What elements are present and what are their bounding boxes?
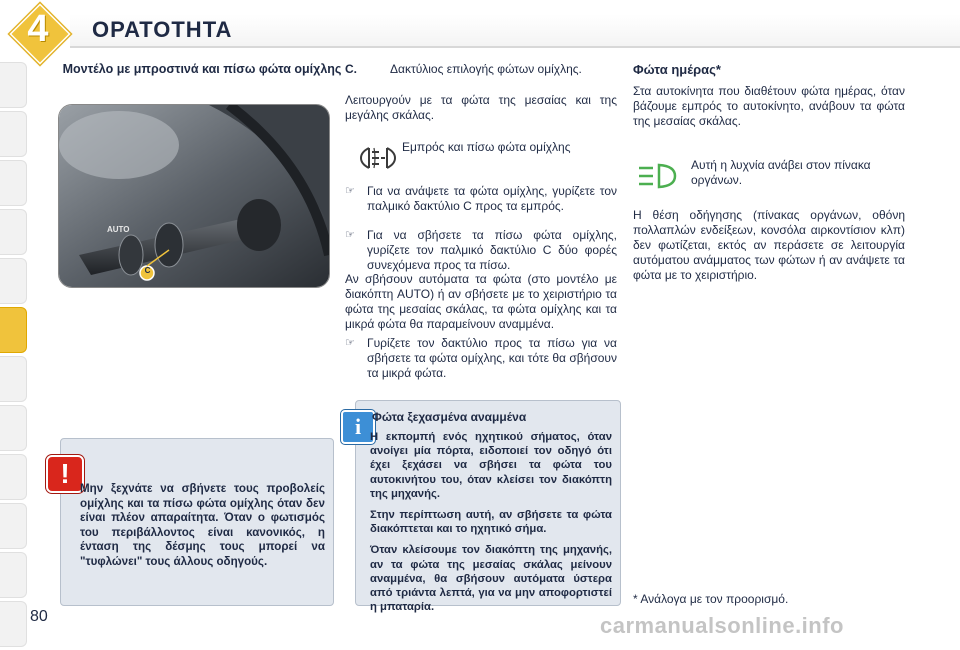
fog-lights-label: Εμπρός και πίσω φώτα ομίχλης	[402, 140, 571, 154]
chapter-tab[interactable]	[0, 405, 27, 451]
chapter-tabs	[0, 62, 28, 650]
pointing-hand-icon: ☞	[345, 337, 355, 349]
chapter-tab[interactable]	[0, 552, 27, 598]
warning-text: Μην ξεχνάτε να σβήνετε τους προβολείς ομίχλης και τα πίσω φώτα ομίχλης όταν δεν είναι πλέον απαραίτητα. Όταν ο φωτισμός του περιβάλλοντος είναι κανονικός, η ένταση της δέσμης τους μπορεί να "τυφλώνει" τους άλλους οδηγούς.	[80, 482, 325, 568]
chapter-tab[interactable]	[0, 62, 27, 108]
chapter-tab-active[interactable]	[0, 307, 27, 353]
info-text	[370, 430, 612, 621]
watermark: carmanualsonline.info	[600, 613, 844, 638]
front-rear-fog-lights-icon	[355, 142, 397, 174]
chapter-tab[interactable]	[0, 454, 27, 500]
chapter-number: 4	[27, 8, 49, 50]
info-icon: i	[341, 410, 375, 444]
section-title-fog-lights: Μοντέλο με μπροστινά και πίσω φώτα ομίχλης	[62, 62, 342, 76]
daytime-running-light-icon	[635, 160, 679, 192]
info-paragraph: Στην περίπτωση αυτή, αν σβήσετε τα φώτα διακόπτεται και το ηχητικό σήμα.	[370, 509, 612, 536]
chapter-tab[interactable]	[0, 209, 27, 255]
chapter-title: ΟΡΑΤΟΤΗΤΑ	[92, 17, 233, 42]
daytime-lights-title: Φώτα ημέρας*	[633, 62, 721, 77]
info-paragraph: Όταν κλείσουμε τον διακόπτη της μηχανής, αν τα φώτα της μεσαίας σκάλας μείνουν αναμμένα, θα σβήσουν αυτόματα ύστερα από τριάντα λεπτά, για να μην αποφορτιστεί η μπαταρία.	[370, 544, 612, 614]
chapter-tab[interactable]	[0, 111, 27, 157]
info-paragraph: Η εκπομπή ενός ηχητικού σήματος, όταν ανοίγει μία πόρτα, ειδοποιεί τον οδηγό ότι έχει ξεχάσει να σβήσει τα φώτα του αυτοκινήτου του, όταν κλείσει τον διακόπτη της μηχανής.	[370, 431, 612, 500]
callout-letter: C	[144, 266, 151, 275]
info-title: Φώτα ξεχασμένα αναμμένα	[372, 410, 527, 424]
instruction-text: Για να σβήσετε τα πίσω φώτα ομίχλης, γυρίζετε τον παλμικό δακτύλιο C δύο φορές συνεχόμενα προς τα πίσω.	[367, 228, 617, 272]
daytime-lights-indicator-label: Αυτή η λυχνία ανάβει στον πίνακα οργάνων.	[691, 158, 871, 187]
list-item	[345, 336, 617, 381]
chapter-tab[interactable]	[0, 503, 27, 549]
chapter-tab[interactable]	[0, 356, 27, 402]
operation-paragraph: Λειτουργούν με τα φώτα της μεσαίας και της μεγάλης σκάλας.	[345, 93, 617, 122]
chapter-tab[interactable]	[0, 601, 27, 647]
footnote: * Ανάλογα με τον προορισμό.	[633, 592, 789, 606]
chapter-tab[interactable]	[0, 258, 27, 304]
page-number: 80	[30, 608, 48, 625]
callout-c-label: C.	[345, 62, 357, 76]
instruction-text: Γυρίζετε τον δακτύλιο προς τα πίσω για να σβήσετε τα φώτα ομίχλης, και τότε θα σβήσουν τα μικρά φώτα.	[367, 336, 617, 380]
auto-off-paragraph: Αν σβήσουν αυτόματα τα φώτα (στο μοντέλο με διακόπτη AUTO) ή αν σβήσετε με το χειριστήριο τα φώτα της μεσαίας σκάλας, τα φώτα ομίχλης και τα μικρά φώτα θα παραμείνουν αναμμένα.	[345, 272, 617, 331]
pointing-hand-icon: ☞	[345, 185, 355, 197]
instruction-text: Για να ανάψετε τα φώτα ομίχλης, γυρίζετε τον παλμικό δακτύλιο C προς τα εμπρός.	[367, 184, 617, 213]
list-item	[345, 184, 617, 214]
list-item	[345, 228, 617, 273]
stalk-ring-label: AUTO	[107, 225, 130, 234]
daytime-lights-paragraph: Στα αυτοκίνητα που διαθέτουν φώτα ημέρας, όταν βάζουμε εμπρός το αυτοκίνητο, ανάβουν τα φώτα της μεσαίας σκάλας.	[633, 84, 905, 128]
dashboard-lighting-paragraph: Η θέση οδήγησης (πίνακας οργάνων, οθόνη πολλαπλών ενδείξεων, κονσόλα αιρκοντίσιον κλπ) δεν φωτίζεται, εκτός αν περάσετε σε λειτουργία αυτόματου ανάμματος των φώτων ή αν ανάψετε τα φώτα με το χειριστήριο.	[633, 208, 905, 282]
pointing-hand-icon: ☞	[345, 229, 355, 241]
chapter-tab[interactable]	[0, 160, 27, 206]
callout-c-description: Δακτύλιος επιλογής φώτων ομίχλης.	[390, 62, 582, 76]
warning-exclamation-icon: !	[46, 455, 84, 493]
steering-stalk-photo	[58, 104, 330, 288]
